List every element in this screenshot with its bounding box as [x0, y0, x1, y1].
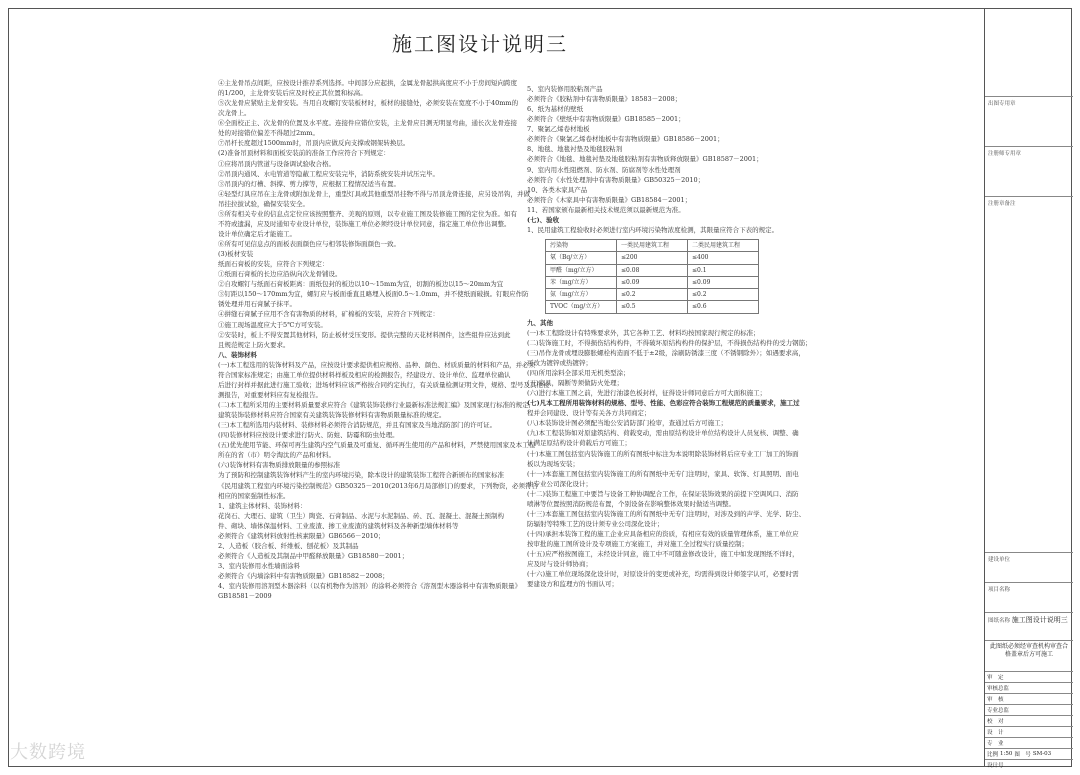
note-line: 10、各类木家具产品 — [527, 185, 588, 194]
note-line: 11、若国家颁布最新相关技术规范须以最新规范为准。 — [527, 205, 685, 214]
table-header-row — [546, 239, 759, 251]
signature-row: 专 业 — [985, 737, 1073, 748]
scale-value: 1:50 — [1000, 751, 1013, 757]
note-line: 建筑装饰装修材料应符合国家有关建筑装饰装修材料有害物质限量标准的规定。 — [218, 411, 446, 420]
table-header-cell: 一类民用建筑工程 — [617, 239, 688, 251]
pollutant-limit-table — [545, 239, 759, 314]
drawing-number: SM-03 — [1032, 751, 1052, 757]
note-line: ①应将吊顶内管道与设备调试验收合格。 — [218, 159, 335, 168]
signature-row: 审 核 — [985, 693, 1073, 704]
design-number-row: 设计号 — [985, 759, 1073, 770]
note-line: 3、室内装修用水性墙面涂料 — [218, 562, 301, 570]
table-header-cell: 二类民用建筑工程 — [688, 239, 759, 251]
signature-row: 设 计 — [985, 726, 1073, 737]
company-note: 此图纸必须经审查机构审查合格盖章后方可施工 — [985, 640, 1073, 671]
note-line: 件、砌块、墙体保温材料、工业废渣、掺工业废渣的建筑材料及各种新型墙体材料等 — [218, 521, 459, 530]
note-line: ④轻型灯具应吊在主龙骨或附加龙骨上，重型灯具或其他重型吊挂物不得与吊顶龙骨连接，应另设吊钩，并做 — [218, 189, 530, 198]
sheet-name-field: 图纸名称 施工图设计说明三 — [985, 612, 1073, 640]
note-line: (十二)装饰工程施工中要旨与设备工种协调配合工作，在保证装饰效果的前提下空调风口、消防 — [527, 489, 799, 498]
note-line: 为了预防和控制建筑装饰材料产生的室内环境污染，除本设计的建筑装饰工程符合新颁布的国家标准 — [218, 471, 504, 480]
note-line: 喷淋等位置按照消防规范布置，个别设备在影响整体效果时做适当调整。 — [527, 499, 735, 508]
stamp-box: 注册师专用章 — [985, 146, 1073, 196]
note-line: ①纸面石膏板的长边应沿纵向次龙骨铺设。 — [218, 270, 342, 279]
note-line: (六)装饰材料有害物质排放限量的参照标准 — [218, 461, 341, 470]
note-line: ⑥所有可见信息点的面板表面颜色应与相邻装修饰面颜色一致。 — [218, 240, 400, 248]
scale-row: 比例 1:50 图 号 SM-03 — [985, 748, 1073, 759]
stamp-box: 出图专用章 — [985, 96, 1073, 146]
table-cell: ≤0.2 — [688, 289, 759, 301]
page-title: 施工图设计说明三 — [392, 32, 568, 56]
table-cell: ≤200 — [617, 252, 688, 264]
note-line: (一)本工程除设计有特殊要求外，其它各种工艺、材料均按国家现行规定的标准； — [527, 328, 760, 337]
table-cell: ≤400 — [688, 252, 759, 264]
sheet-name: 施工图设计说明三 — [1011, 616, 1068, 624]
table-row — [546, 252, 759, 264]
note-line: 后进行封样并据此进行施工验收；进场材料应该严格按合同约定执行，有关质量检测证明文件，规格、型号及其他检 — [218, 380, 550, 389]
other-notes-list — [527, 318, 927, 590]
note-line: 必须符合《地毯、地毯衬垫及地毯胶粘剂有害物质释放限量》GB18587－2001； — [527, 155, 763, 164]
note-line: 必须符合《水性处理剂中有害物质限量》GB50325－2010； — [527, 175, 705, 184]
table-cell: ≤0.09 — [688, 276, 759, 288]
note-line: 必须符合《木家具中有害物质限量》GB18584－2001； — [527, 195, 692, 204]
note-line: ⑤次龙骨应紧贴主龙骨安装。当用自攻螺钉安装板材时，板材的接缝处，必须安装在宽度不小于40mm的 — [218, 99, 519, 108]
table-cell: 氡（Bq/立方） — [546, 252, 617, 264]
materials-list — [527, 84, 927, 235]
note-line: (五)优先使用节能、环保可再生建筑内空气质量及可重复、循环再生使用的产品和材料，严禁使用国家及本工程 — [218, 441, 536, 450]
note-line: 八、装饰材料 — [218, 350, 257, 359]
note-line: (五)家具，隔断等须做防火处理； — [527, 379, 624, 388]
title-block — [984, 8, 1072, 767]
note-line: 相应的国家强制性标准。 — [218, 491, 290, 500]
note-line: (八)本装饰设计图必须配当地公安消防部门检审，查通过后方可施工； — [527, 419, 728, 428]
watermark-logo: 大数跨境 — [10, 742, 86, 763]
note-line: 5、室内装修用胶粘剂产品 — [527, 85, 603, 93]
table-row — [546, 264, 759, 276]
note-line: 8、地毯、地毯衬垫及地毯胶粘剂 — [527, 145, 623, 154]
note-line: 要建设方和监理方的书面认可； — [527, 580, 618, 589]
table-row — [546, 289, 759, 301]
table-cell: ≤0.09 — [617, 276, 688, 288]
note-line: 2、人造板（胶合板、纤维板、刨花板）及其制品 — [218, 541, 359, 550]
note-line: 4、室内装修用溶剂型木器涂料（以有机物作为溶剂）的涂料必须符合《溶剂型木器涂料中有害物质限量》 — [218, 582, 522, 591]
signature-row: 校 对 — [985, 715, 1073, 726]
note-line: 花岗石、大理石、建筑（卫生）陶瓷、石膏制品、水泥与水泥制品、砖、瓦、混凝土、混凝土预制构 — [218, 511, 504, 520]
note-line: 次龙骨上。 — [218, 109, 251, 118]
note-line: 按审批的施工图所设计及专项施工方案施工，并对施工全过程实行质量控制； — [527, 540, 748, 549]
note-line: (九)本工程装饰如对原建筑结构、荷载变动，需由原结构设计单位结构设计人员复核、调整、确 — [527, 429, 799, 438]
note-line: (十六)施工单位现场深化设计时，对原设计的变更或补充，均需得到设计师签字认可，必要时需 — [527, 570, 799, 579]
note-line: 可改为镀锌或热镀锌； — [527, 358, 592, 367]
note-line: 必须符合《人造板及其制品中甲醛释放限量》GB18580－2001； — [218, 551, 409, 560]
note-line: (六)进行本施工图之前，先进行油漆色板封样，征得设计师同意后方可大面积施工； — [527, 389, 767, 398]
note-line: 锈处理并用石膏腻子抹平。 — [218, 300, 296, 309]
note-line: 必须符合《建筑材料放射性核素限量》GB6566－2010； — [218, 531, 385, 540]
note-line: 程并会同建设、设计等有关各方共同商定； — [527, 409, 651, 418]
note-line: ④拼缝石膏腻子应用不含有害物质的材料，矿棉板的安装，应符合下列规定： — [218, 310, 439, 319]
note-line: (三)吊作龙骨或埋设膨胀螺栓构造面不低于±2级，涂刷防锈漆三度（不锈钢除外）；如遇要求高， — [527, 348, 805, 357]
table-header-cell: 污染物 — [546, 239, 617, 251]
note-line: 必须符合《胶粘剂中有害物质限量》18583－2008； — [527, 95, 682, 104]
signature-rows — [985, 671, 1073, 770]
note-line: ③钉距以150～170mm为宜，螺钉应与板面垂直且略埋入板面0.5～1.0mm，并不使纸面破损。钉眼应作防 — [218, 290, 529, 299]
note-line: 符合国家标准规定；由施工单位提供材料样板及相应的检测报告，经建设方、设计单位、监理单位确认 — [218, 370, 511, 379]
note-line: 板以为现场安装； — [527, 459, 579, 468]
table-cell: 苯（mg/立方） — [546, 276, 617, 288]
note-line: 《民用建筑工程室内环境污染控制规范》GB50325－2010(2013年6月局部修订)的要求，下列物资，必须符合 — [218, 481, 538, 490]
note-line: GB18581－2009 — [218, 592, 272, 601]
table-cell: ≤0.6 — [688, 301, 759, 313]
note-line: 由专业公司深化设计； — [527, 479, 592, 488]
signature-row: 审核总监 — [985, 682, 1073, 693]
table-cell: TVOC（mg/立方） — [546, 301, 617, 313]
note-line: 必须符合《聚氯乙烯卷材地板中有害物质限量》GB18586－2001； — [527, 135, 724, 144]
note-line: ③吊顶内的灯槽、斜撑、剪力撑等，应根据工程情况适当布置。 — [218, 179, 400, 188]
table-cell: ≤0.5 — [617, 301, 688, 313]
table-cell: 甲醛（mg/立方） — [546, 264, 617, 276]
note-line: 的1/200，主龙骨安装后应及时校正其位置和标高。 — [218, 89, 367, 98]
note-line: (二)本工程所采用的主要材料质量要求应符合《建筑装饰装修行业最新标准法规汇编》及国家现行标准的规定; — [218, 401, 531, 409]
note-line: 且规范规定上防火要求。 — [218, 340, 290, 349]
note-line: ⑦吊杆长度超过1500mm时，吊顶内应做反向支撑或钢架转换层。 — [218, 139, 410, 148]
note-line: (四)所用涂料全部采用无机类型涂； — [527, 369, 630, 378]
note-line: (十三)本套施工图包括室内装饰施工的所有图纸中无专门注明时，对涉及到的声学、光学、防尘、 — [527, 509, 806, 518]
note-line: ⑤所有相关专业的信息点定位应该按照整齐、美观的原则，以专业施工图及装修施工图的定位为准。如有 — [218, 209, 517, 218]
note-line: 处的对接错位偏差不得超过2mm。 — [218, 129, 319, 138]
note-line: (四)装修材料应按设计要求进行防火、防蛀、防霉和防虫处理。 — [218, 431, 399, 440]
note-line: ②吊顶内通风、水电管道等隐蔽工程应安装完毕，消防系统安装并试压完毕。 — [218, 169, 439, 178]
note-line: 6、纸为基材的壁纸 — [527, 105, 584, 114]
note-line: (三)本工程所选用内装材料、装修材料必须符合消防规范，并且有国家及当地消防部门的许可证。 — [218, 421, 497, 430]
note-line: 吊挂拉拔试验，确保安装安全。 — [218, 199, 309, 208]
table-cell: ≤0.08 — [617, 264, 688, 276]
client-field: 建设单位 — [985, 552, 1073, 582]
note-line: (七)、验收 — [527, 215, 560, 224]
note-line: 必须符合《内墙涂料中有害物质限量》GB18582－2008； — [218, 572, 389, 581]
note-line: (一)本工程选用的装饰材料及产品，应按设计要求提供相应规格、品种、颜色、材质质量的材料和产品，并必须 — [218, 360, 536, 369]
notes-column-right — [527, 84, 927, 589]
table-cell: ≤0.2 — [617, 289, 688, 301]
note-line: (十五)应严格按图施工，未经设计同意，施工中不可随意修改设计，施工中如发现图纸不详时， — [527, 550, 799, 559]
note-line: 设计单位确定后才能施工。 — [218, 229, 296, 238]
note-line: (十)本施工图包括室内装饰施工的所有图纸中标注为本说明除装饰材料后应专业工厂加工的饰面 — [527, 449, 799, 458]
table-cell: 氨（mg/立方） — [546, 289, 617, 301]
note-line: 必须符合《壁纸中有害物质限量》GB18585－2001； — [527, 115, 685, 124]
table-row — [546, 276, 759, 288]
note-line: ②自攻螺钉与纸面石膏板距离：面纸包封的板边以10～15mm为宜，切割的板边以15～20mm为宜 — [218, 280, 504, 289]
note-line: (七)凡本工程所用装饰材料的规格、型号、性能、色彩应符合装饰工程规范的质量要求，施工过 — [527, 399, 800, 408]
note-line: 应及时与设计师协商； — [527, 560, 592, 569]
note-line: 1、民用建筑工程验收时必须进行室内环境污染物浓度检测，其限量应符合下表的规定。 — [527, 225, 779, 234]
signature-row: 审 定 — [985, 671, 1073, 682]
project-field: 项目名称 — [985, 582, 1073, 612]
note-line: (2)准备吊顶材料和面板安装前的准备工作应符合下列规定： — [218, 149, 390, 158]
note-line: (3)板材安装 — [218, 250, 254, 259]
note-line: 纸面石膏板的安装，应符合下列规定： — [218, 260, 329, 269]
note-line: 1、建筑主体材料、装饰材料： — [218, 501, 307, 510]
note-line: 九、其他 — [527, 318, 553, 327]
note-line: (十四)承担本装饰工程的施工企业应具备相应的资质，有相应有效的质量管理体系，施工单位应 — [527, 530, 799, 539]
note-line: (十一)本套施工图包括室内装饰施工的所有图纸中无专门注明时，家具、软饰、灯具照明、面电 — [527, 469, 799, 478]
table-row — [546, 301, 759, 313]
note-line: ④主龙骨吊点间距，应按设计推荐系列选择。中间部分应起拱，金属龙骨起拱高度应不小于房间短向跨度 — [218, 79, 517, 87]
note-line: 认满足原结构设计荷载后方可施工； — [527, 439, 631, 448]
note-line: 7、聚氯乙烯卷材地板 — [527, 125, 590, 134]
note-line: ②安装时，板上不得安置其他材料，防止板材受压变形。提供完整的天花材料图件，这些组件应达到此 — [218, 330, 511, 339]
signature-row: 专业总监 — [985, 704, 1073, 715]
note-line: 所在的省（市）明令淘汰的产品和材料。 — [218, 451, 335, 460]
note-line: 不符或遗漏，应及时通知专业设计单位，装饰施工单位必须经设计单位同意，指定施工单位作出调整。 — [218, 219, 511, 228]
note-line: (二)装饰施工时，不得损伤结构构件，不得破坏原结构构件的保护层，不得损伤结构件的受力钢筋； — [527, 338, 812, 347]
note-line: ①施工现场温度应大于5℃方可安装。 — [218, 320, 327, 329]
note-line: 测报告，对重要材料应有复检报告。 — [218, 390, 322, 399]
table-cell: ≤0.1 — [688, 264, 759, 276]
note-line: 防辐射等特殊工艺的设计须专业公司深化设计； — [527, 519, 664, 528]
note-line: 9、室内用水性阻燃剂、防水剂、防腐剂等水性处理剂 — [527, 165, 681, 174]
stamp-box: 注册章备注 — [985, 196, 1073, 552]
note-line: ⑥全面校正主、次龙骨的位置及水平度。连接件应错位安装，主龙骨应目测无明显弯曲，通长次龙骨连接 — [218, 119, 517, 128]
